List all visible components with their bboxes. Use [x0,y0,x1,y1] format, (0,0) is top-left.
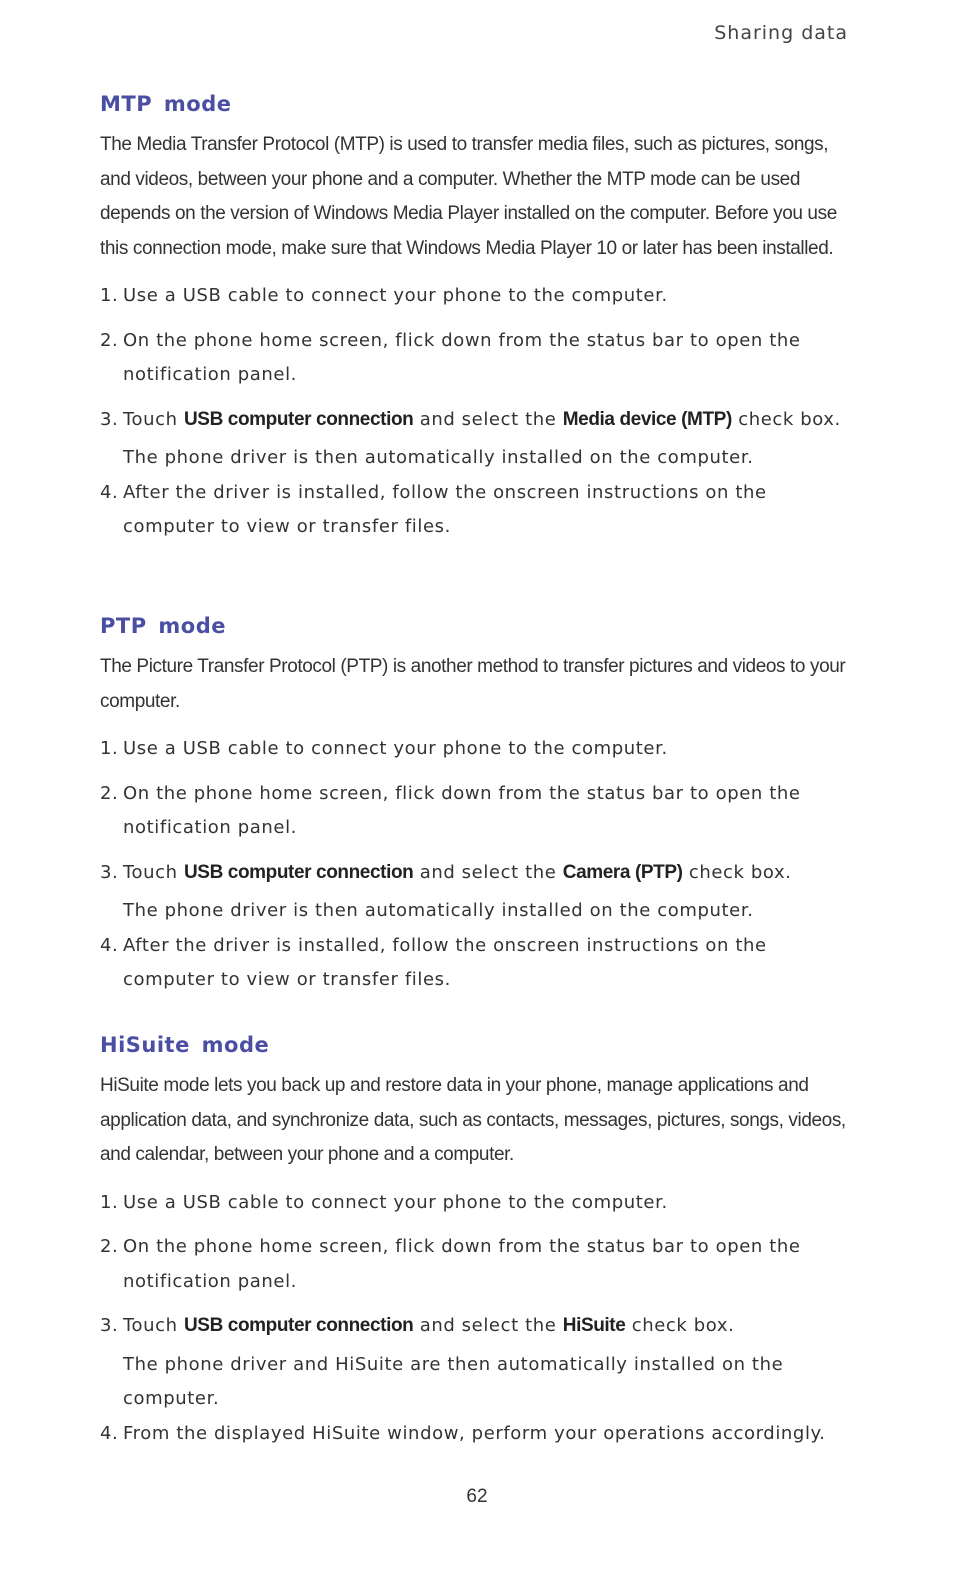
section-title: PTP mode [100,614,227,638]
step-number: 2. [100,329,119,351]
step-text: On the phone home screen, flick down from the status bar to open the notification panel. [123,782,801,838]
step-item [100,279,860,314]
ui-term-usb-computer-connection: USB computer connection [183,861,414,883]
step-item [100,856,860,891]
step-text-pre: Touch [123,1315,184,1336]
ui-term-checkbox-option: HiSuite [562,1315,626,1336]
section-intro: The Media Transfer Protocol (MTP) is used to transfer media files, such as pictures, songs, and videos, between your phone and a computer. Whether the MTP mode can be used depends on the version of Windows Media Player installed on the computer. Before you use this connection mode, make sure that Windows Media Player 10 or later has been installed. [100,134,837,259]
step-text-post: check box. [625,1315,735,1336]
step-item [100,476,860,545]
steps-list [100,732,860,998]
step-text: From the displayed HiSuite window, perform your operations accordingly. [123,1422,826,1444]
ui-term-checkbox-option: Media device (MTP) [562,408,732,430]
step-item [100,732,860,767]
step-text: On the phone home screen, flick down from the status bar to open the notification panel. [123,329,801,385]
step-text: After the driver is installed, follow the onscreen instructions on the computer to view or transfer files. [123,481,767,537]
step-text-pre: Touch [123,408,184,430]
section-ptp-mode [100,614,860,998]
step-text-mid: and select the [413,861,563,883]
step-number: 3. [100,408,119,430]
step-item [100,1309,860,1344]
step-text: Use a USB cable to connect your phone to the computer. [123,285,668,306]
step-number: 2. [100,782,119,804]
step-number: 4. [100,1422,119,1444]
step-note: The phone driver is then automatically installed on the computer. [123,900,754,921]
step-text-pre: Touch [123,861,184,883]
step-item [100,929,860,998]
step-item [100,324,860,393]
ui-term-checkbox-option: Camera (PTP) [562,861,683,883]
step-number: 1. [100,285,119,306]
step-item [100,777,860,846]
step-text: Use a USB cable to connect your phone to the computer. [123,738,668,759]
step-text-post: check box. [682,861,792,883]
step-text: On the phone home screen, flick down from the status bar to open the notification panel. [123,1236,801,1292]
step-number: 2. [100,1236,119,1257]
step-number: 3. [100,861,119,883]
page-number: 62 [466,1486,488,1507]
step-text-mid: and select the [413,408,563,430]
steps-list [100,279,860,545]
steps-list [100,1186,860,1452]
step-number: 3. [100,1315,119,1336]
section-hisuite-mode [100,1033,860,1451]
step-number: 1. [100,738,119,759]
step-text-mid: and select the [413,1315,563,1336]
section-intro: The Picture Transfer Protocol (PTP) is another method to transfer pictures and videos to your computer. [100,656,846,712]
step-number: 1. [100,1191,119,1213]
step-text: Use a USB cable to connect your phone to the computer. [123,1191,668,1213]
step-note: The phone driver and HiSuite are then automatically installed on the computer. [123,1353,784,1409]
step-number: 4. [100,934,119,956]
step-item [100,1186,860,1221]
ui-term-usb-computer-connection: USB computer connection [183,1315,414,1336]
running-header: Sharing data [714,22,848,44]
step-text: After the driver is installed, follow the onscreen instructions on the computer to view or transfer files. [123,934,767,990]
step-note: The phone driver is then automatically installed on the computer. [123,447,754,468]
step-item [100,1230,860,1299]
section-title: HiSuite mode [100,1033,270,1057]
ui-term-usb-computer-connection: USB computer connection [183,408,414,430]
step-item [100,1417,860,1452]
step-item [100,403,860,438]
section-title: MTP mode [100,92,232,116]
step-number: 4. [100,481,119,503]
step-text-post: check box. [731,408,841,430]
section-intro: HiSuite mode lets you back up and restore data in your phone, manage applications and application data, and synchronize data, such as contacts, messages, pictures, songs, videos, and calendar, between your phone and a computer. [100,1075,846,1165]
section-mtp-mode [100,92,860,545]
